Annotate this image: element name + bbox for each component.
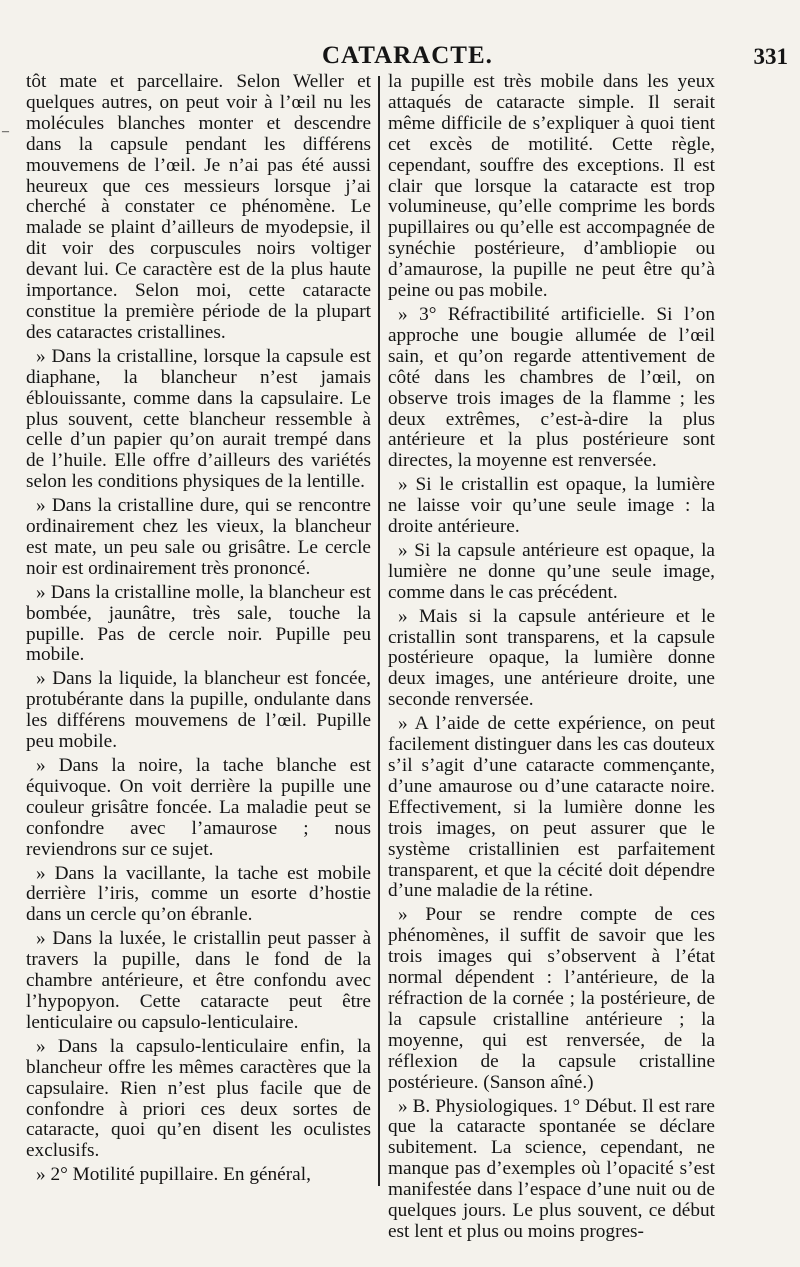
running-title: CATARACTE. — [322, 42, 493, 69]
paragraph: » Si la capsule antérieure est opaque, la lumière ne donne qu’une seule image, comme dans le cas précédent. — [388, 539, 715, 603]
margin-tick: – — [2, 124, 9, 139]
page-number: 331 — [753, 44, 788, 69]
paragraph: » Dans la capsulo-lenticulaire enfin, la blancheur offre les mêmes caractères que la capsulaire. Rien n’est plus facile que de confondre à priori ces deux sortes de cataracte, quoi qu’en disent les oculistes exclusifs. — [26, 1035, 371, 1162]
paragraph: » 2° Motilité pupillaire. En général, — [36, 1164, 311, 1186]
paragraph: » B. Physiologiques. 1° Début. Il est rare que la cataracte spontanée se déclare subitement. La science, cependant, ne manque pas d’exemples où l’opacité s’est manifestée dans l’espace d’une nuit ou de quelques jours. Le plus souvent, ce début est lent et plus ou moins progres- — [388, 1095, 715, 1242]
paragraph: » A l’aide de cette expérience, on peut facilement distinguer dans les cas douteux s’il s’agit d’une cataracte commençante, d’une amaurose ou d’une cataracte noire. Effectivement, si la lumière donne les trois images, on peut assurer que le système cristallinien est parfaitement transparent, et que la cécité doit dépendre d’une maladie de la rétine. — [388, 713, 715, 902]
paragraph: » Dans la noire, la tache blanche est équivoque. On voit derrière la pupille une couleur grisâtre foncée. La maladie peut se confondre avec l’amaurose ; nous reviendrons sur ce sujet. — [26, 755, 371, 860]
paragraph: » Mais si la capsule antérieure et le cristallin sont transparens, et la capsule postérieure opaque, la lumière donne deux images, une antérieure droite, une seconde renversée. — [388, 605, 715, 711]
paragraph: » Dans la cristalline dure, qui se rencontre ordinairement chez les vieux, la blancheur est mate, un peu sale ou grisâtre. Le cercle noir est ordinairement très prononcé. — [26, 495, 371, 579]
paragraph: » Dans la cristalline, lorsque la capsule est diaphane, la blancheur n’est jamais éblouissante, comme dans la capsulaire. Le plus souvent, cette blancheur ressemble à celle d’un papier qu’on aurait trempé dans de l’huile. Elle offre d’ailleurs des variétés selon les conditions physiques de la lentille. — [26, 345, 371, 493]
paragraph: » 3° Réfractibilité artificielle. Si l’on approche une bougie allumée de l’œil sain, et qu’on regarde attentivement de côté dans les chambres de l’œil, on observe trois images de la flamme ; les deux extrêmes, c’est-à-dire la plus antérieure et la plus postérieure sont directes, la moyenne est renversée. — [388, 303, 715, 472]
paragraph: » Si le cristallin est opaque, la lumière ne laisse voir qu’une seule image : la droite antérieure. — [388, 474, 715, 538]
paragraph: » Dans la luxée, le cristallin peut passer à travers la pupille, dans le fond de la chambre antérieure, et être confondu avec l’hypopyon. Cette cataracte peut être lenticulaire ou capsulo-lenticulaire. — [26, 928, 371, 1033]
paragraph: tôt mate et parcellaire. Selon Weller et quelques autres, on peut voir à l’œil nu les molécules blanches monter et descendre dans la capsule pendant les différens mouvemens de l’œil. Je n’ai pas été aussi heureux que ces messieurs lorsque j’ai cherché à constater ce phénomène. Le malade se plaint d’ailleurs de myodepsie, il dit voir des corpuscules noirs voltiger devant lui. Ce caractère est de la plus haute importance. Selon moi, cette cataracte constitue la première période de la plupart des cataractes cristallines. — [26, 71, 371, 343]
paragraph: » Dans la vacillante, la tache est mobile derrière l’iris, comme un esorte d’hostie dans un cercle qu’on ébranle. — [26, 862, 371, 926]
paragraph: la pupille est très mobile dans les yeux attaqués de cataracte simple. Il serait même difficile de s’expliquer à quoi tient cet excès de motilité. Cette règle, cependant, souffre des exceptions. Il est clair que lorsque la cataracte est trop volumineuse, qu’elle comprime les bords pupillaires ou qu’elle est accompagnée de synéchie postérieure, d’ambliopie ou d’amaurose, la pupille ne peut être qu’à peine ou pas mobile. — [388, 71, 715, 302]
column-divider — [378, 76, 380, 1186]
right-column — [388, 72, 715, 1246]
paragraph: » Dans la liquide, la blancheur est foncée, protubérante dans la pupille, ondulante dans les différens mouvemens de l’œil. Pupille peu mobile. — [26, 668, 371, 753]
left-column — [26, 72, 371, 1189]
paragraph: » Pour se rendre compte de ces phénomènes, il suffit de savoir que les trois images qui s’observent à l’état normal dépendent : l’antérieure, de la réfraction de la cornée ; la postérieure, de la capsule cristalline antérieure ; la moyenne, qui est renversée, de la réflexion de la capsule cristalline postérieure. (Sanson aîné.) — [388, 904, 715, 1093]
paragraph: » Dans la cristalline molle, la blancheur est bombée, jaunâtre, très sale, touche la pupille. Pas de cercle noir. Pupille peu mobile. — [26, 581, 371, 666]
